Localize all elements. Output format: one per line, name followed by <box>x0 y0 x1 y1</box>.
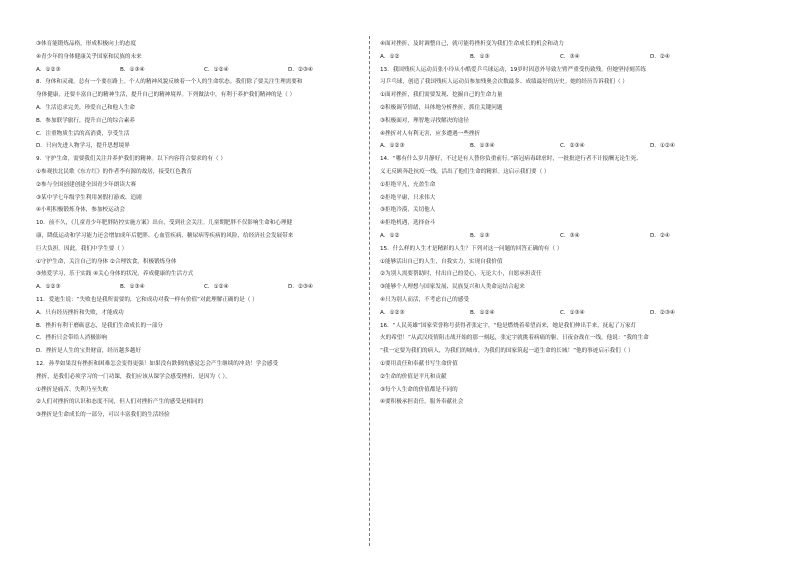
text-line: 8．身体和灵魂，总有一个要在路上。个人的精神风貌反映着一个人的生命状态。我们除了要关注生理需要和 <box>36 79 303 86</box>
answer-option: D．②③④ <box>288 284 313 291</box>
text-line: 巨大负担。因此，我们中学生要（ ） <box>36 245 128 252</box>
answer-option: B．①③④ <box>120 66 145 73</box>
answer-option: A．①②③ <box>36 66 61 73</box>
text-line: 16．“人民英雄”国家荣誉称号获得者张定宇，“他是燃烧着希望而来，她是我们伸出手来，抚起了万家灯 <box>380 322 637 329</box>
text-line: 14．“哪有什么岁月静好，不过是有人替你负重前行。”新冠病毒肆虐时，一批批逆行者不计报酬无论生死、 <box>380 156 642 163</box>
answer-option: B．①②④ <box>470 309 495 316</box>
text-line: ③挫折是生命成长的一部分，可以丰富我们的生活经验 <box>36 412 170 419</box>
answer-options <box>380 140 740 153</box>
text-line: ④拒绝机遇，选择奋斗 <box>380 220 436 227</box>
answer-option: C．③④ <box>560 53 580 60</box>
text-line: ②参与全国创建创建全国青少年朗读大赛 <box>36 181 137 188</box>
answer-option: B．①③ <box>470 53 490 60</box>
text-line: 12．孙孝如果没有挫折和困难怎会变得更强！如果没有跌倒的感觉怎会产生继续的冲劲！学会感受 <box>36 360 279 367</box>
answer-option: D．②③④ <box>288 66 313 73</box>
text-line: ③拒绝冷漠，关切他人 <box>380 207 436 214</box>
answer-option: A．①②③ <box>36 284 61 291</box>
text-line: ④面对挫折，及时调整自己，就可能将挫折变为我们生命成长的机会和动力 <box>380 41 565 47</box>
answer-options <box>36 64 372 77</box>
text-line: 15．什么样的人生才是精彩的人生？下列对这一问题的回答正确的有（ ） <box>380 245 563 252</box>
text-line: D．只向先进人物学习，提升思想境界 <box>36 143 130 150</box>
text-line: 康，降低运动和学习能力还会增加成年后肥胖、心血管疾病、糖尿病等疾病的风险，给经济社会发展带来 <box>36 232 294 239</box>
text-line: C．挫折只会带给人消极影响 <box>36 335 108 342</box>
text-line: ②为别人需要帮助时，付出自己的爱心，无论大小，自愿承担责任 <box>380 271 542 278</box>
answer-option: C．②③④ <box>560 143 585 150</box>
text-line: 身体健康，还要丰富自己的精神生活，提升自己的精神境界。下列做法中，有利于养护我们精神的是（ ） <box>36 92 296 99</box>
right-column <box>380 38 740 409</box>
text-line: ①参观扶北民歌《东方红》的作者李有源的故居，接受红色教育 <box>36 168 193 175</box>
answer-option: D．②③④ <box>650 309 675 316</box>
text-line: ③每个人生命的价值都是不同的 <box>380 386 458 393</box>
answer-options <box>380 307 740 320</box>
text-line: 10．前不久，《儿童青少年肥胖防控实施方案》出台，受到社会关注。儿童期肥胖不仅影响生命和心理健 <box>36 220 293 227</box>
text-line: ①守护生命，关注自己的身体 ②合理饮食，积极锻炼身体 <box>36 258 177 265</box>
text-line: ②积极调节情绪，具体地分析挫折，抓住关键问题 <box>380 104 503 111</box>
text-line: ④要积极承担责任，服务奉献社会 <box>380 399 464 406</box>
answer-option: D．②④ <box>650 232 670 239</box>
text-line: B．挫折有利于磨砺意志，是我们生命成长的一部分 <box>36 322 163 329</box>
answer-option: A．①② <box>380 232 400 239</box>
text-line: ①拒绝平凡，充盈生命 <box>380 181 436 188</box>
text-line: ④挫折对人有利无害，应多遭遇一些挫折 <box>380 130 481 137</box>
text-line: 挫折，是我们必须学习的一门功课，我们应该从课学会感受挫折，是因为（ ）。 <box>36 373 231 380</box>
text-line: ③某中学七年级学生利用暑假打游戏、追剧 <box>36 194 142 201</box>
answer-option: C．①②④ <box>204 66 229 73</box>
text-line: ③能够个人理想与国家发展、民族复兴和人类命运结合起来 <box>380 284 525 291</box>
answer-option: A．①②③ <box>380 143 405 150</box>
answer-options <box>36 281 372 294</box>
text-line: ③积极面对，理智地寻找解决的途径 <box>380 117 469 124</box>
text-line: 11．爱迪生说：“失败也是我所需要的，它和成功对我一样有价值”对此理解正确的是（ ） <box>36 296 258 303</box>
text-line: A．生活追求完美，珍爱自己和他人生命 <box>36 104 135 111</box>
answer-option: D．②④ <box>650 53 670 60</box>
text-line: A．只有经历挫折和失败，才能成功 <box>36 309 124 316</box>
answer-option: B．①③④ <box>470 143 495 150</box>
answer-option: C．③④ <box>560 232 580 239</box>
text-line: ②生命的价值是平凡和贡献 <box>380 373 447 380</box>
text-line: 习乒乓球，创造了我国残疾人运动员参加残奥会次数最多、成绩最好的历史。她的经历告诉我们（ ） <box>380 79 628 86</box>
answer-options <box>380 230 740 243</box>
left-column <box>36 38 372 422</box>
text-line: ①要用责任和奉献书写生命价值 <box>380 360 458 367</box>
answer-option: A．①②③ <box>380 309 405 316</box>
text-line: ②人们对挫折的认识和态度不同，但人们对挫折产生的感受是相同的 <box>36 399 204 406</box>
text-line: “我一定要为我们的病人，为我们的城市，为我们的国家筑起一道生命的长城！”他的事迹启示我们（ ） <box>380 348 634 355</box>
answer-option: C．①②④ <box>204 284 229 291</box>
text-line: 义无反顾奔赴抗疫一线，活出了他们生命的精彩。这启示我们要（ ） <box>380 168 550 175</box>
text-line: ①面对挫折，我们需要发现、挖掘自己的生命力量 <box>380 92 503 99</box>
text-line: ①能够活出自己的人生，自我实力，实现自我价值 <box>380 258 503 265</box>
answer-option: C．①③④ <box>560 309 585 316</box>
text-line: ②拒绝平庸，只求伟大 <box>380 194 436 201</box>
text-line: ④小明积极锻炼身体，参加校运动会 <box>36 207 125 214</box>
text-line: ③体育能锻炼品格，形成积极向上的态度 <box>36 41 137 47</box>
text-line: ①挫折是痛苦、失利乃至失败 <box>36 386 109 393</box>
text-line: ④青少年的身体健康关乎国家和民族的未来 <box>36 53 142 60</box>
answer-options <box>380 51 740 64</box>
text-line: 火的希望！”从武汉疫情阻击战开始的那一刻起，张定宇就挑着病痛的躯，日夜奋战在一线，他说：“我的生命 <box>380 335 649 342</box>
text-line: 13．我国残疾人运动员张小玲从小酷爱乒乓球运动，19岁时因意外导致左臂严重受伤致残。但她坚持刻苦练 <box>380 66 646 73</box>
answer-option: B．①③④ <box>120 284 145 291</box>
text-line: B．参加联学旅行，提升自己的综合素养 <box>36 117 135 124</box>
answer-option: D．①②④ <box>650 143 675 150</box>
text-line: D．挫折是人生的宝贵财富，经历越多越好 <box>36 348 141 355</box>
text-line: ④只为别人而活，不考虑自己的感受 <box>380 296 469 303</box>
answer-option: B．①③ <box>470 232 490 239</box>
answer-option: A．①② <box>380 53 400 60</box>
text-line: C．注重物质生活的高消费，享受生活 <box>36 130 130 137</box>
text-line: ③热爱学习，乐于实践 ④关心身体的状况，养成健康的生活方式 <box>36 271 194 278</box>
text-line: 9．守护生命，需要我们关注并养护我们的精神。以下内容符合要求的有（ ） <box>36 156 226 163</box>
